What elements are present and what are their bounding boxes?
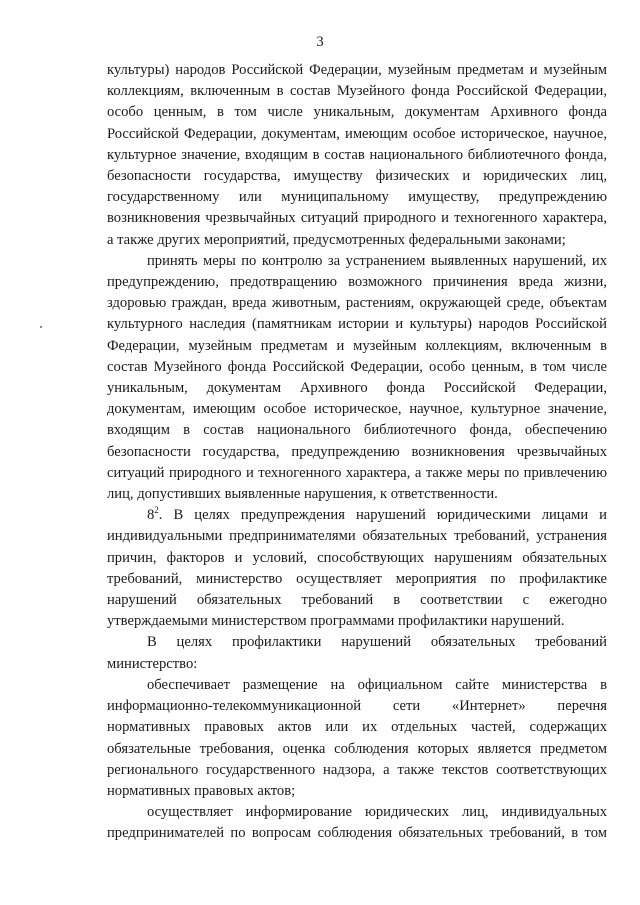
- scan-speck: [40, 326, 42, 328]
- paragraph-informing: осуществляет информирование юридических лиц, индивидуальных предпринимателей по вопросам соблюдения обязательных требований, в том: [107, 804, 607, 842]
- paragraph-prevention-intro: В целях профилактики нарушений обязательных требований министерство:: [107, 634, 607, 672]
- paragraph-take-measures: принять меры по контролю за устранением выявленных нарушений, их предупреждению, предотвращению возможного причинения вреда жизни, здоровью граждан, вреда животным, растениям, окружающей среде, объектам культурного наследия (памятникам истории и культуры) народов Российской Федерации, музейным предметам и музейным коллекциям, включенным в состав Музейного фонда Российской Федерации, особо ценным, в том числе уникальным, документам Архивного фонда Российской Федерации, документам, имеющим особое историческое, научное, культурное значение, входящим в состав национального библиотечного фонда, обеспечению безопасности государства, предупреждению возникновения чрезвычайных ситуаций природного и техногенного характера, а также меры по привлечению лиц, допустивших выявленные нарушения, к ответственности.: [107, 252, 607, 503]
- document-body: [107, 60, 607, 845]
- clause-number: 8: [147, 507, 155, 524]
- clause-number-superscript: 2: [154, 505, 159, 516]
- paragraph-publication: обеспечивает размещение на официальном сайте министерства в информационно-телекоммуникационной сети «Интернет» перечня нормативных правовых актов или их отдельных частей, содержащих обязательные требования, оценка соблюдения которых является предметом регионального государственного надзора, а также текстов соответствующих нормативных правовых актов;: [107, 676, 607, 799]
- paragraph-clause-8-2: [107, 505, 607, 632]
- paragraph-continuation: культуры) народов Российской Федерации, музейным предметам и музейным коллекциям, включенным в состав Музейного фонда Российской Федерации, особо ценным, в том числе уникальным, документам Архивного фонда Российской Федерации, документам, имеющим особое историческое, научное, культурное значение, входящим в состав национального библиотечного фонда, безопасности государства, имуществу физических и юридических лиц, государственному или муниципальному имуществу, предупреждению возникновения чрезвычайных ситуаций природного и техногенного характера, а также других мероприятий, предусмотренных федеральными законами;: [107, 62, 607, 248]
- clause-text: . В целях предупреждения нарушений юридическими лицами и индивидуальными предпринимателями обязательных требований, устранения причин, факторов и условий, способствующих нарушениям обязательных требований, министерство осуществляет мероприятия по профилактике нарушений обязательных требований в соответствии с ежегодно утверждаемыми министерством программами профилактики нарушений.: [107, 507, 607, 630]
- page-number: 3: [316, 34, 324, 50]
